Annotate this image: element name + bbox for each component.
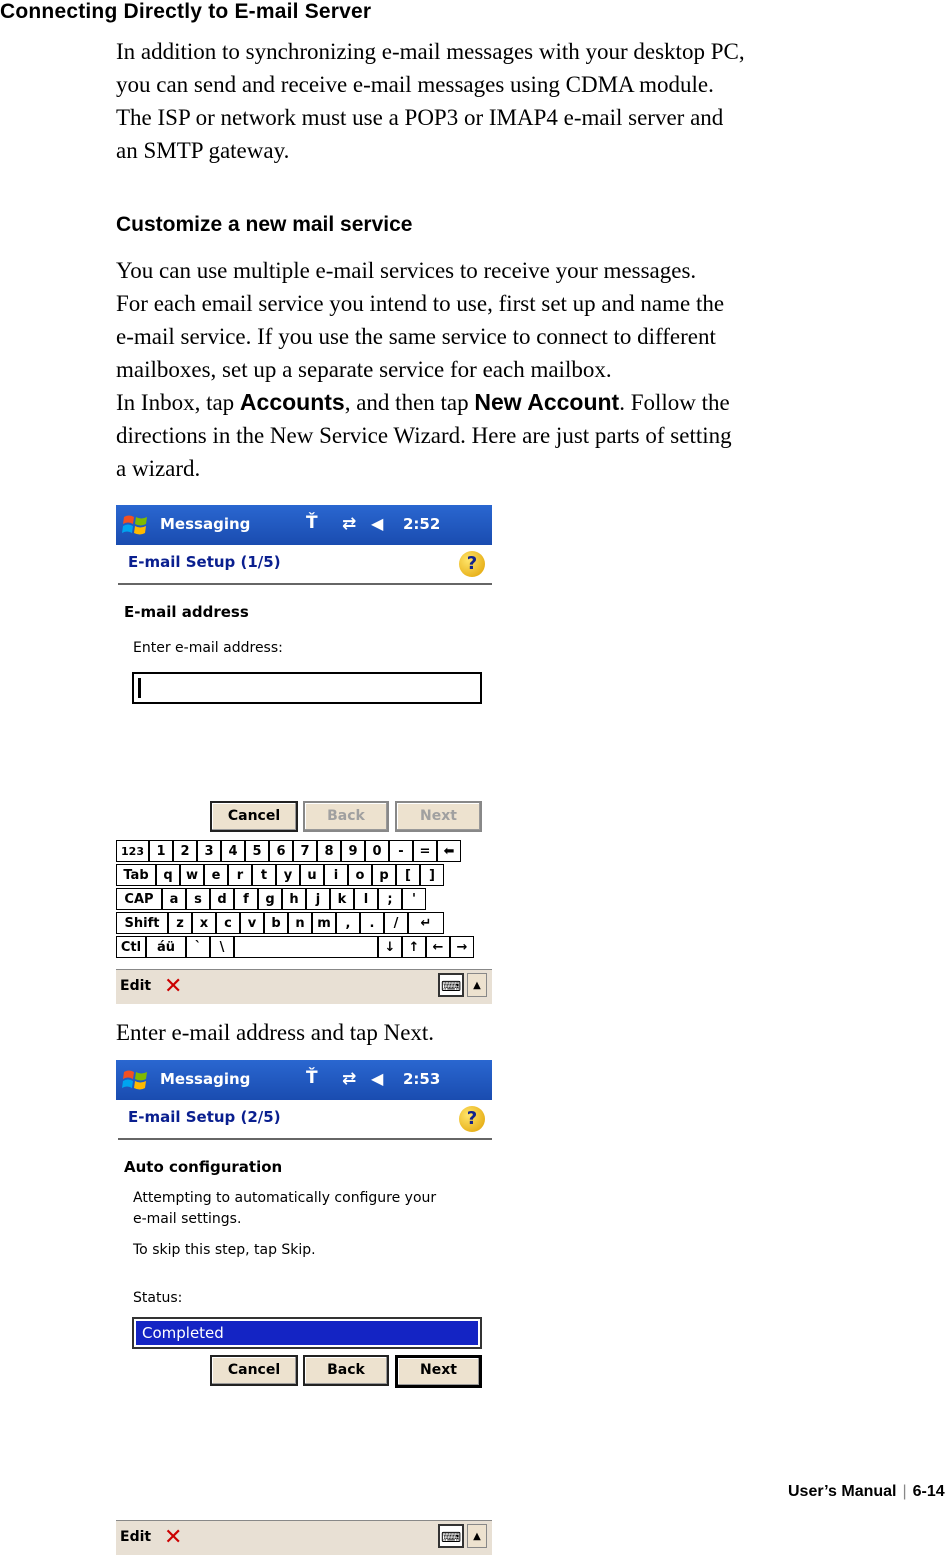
key[interactable]: . — [360, 912, 384, 934]
key[interactable]: a — [162, 888, 186, 910]
connectivity-icon[interactable]: ⇄ — [342, 1069, 357, 1089]
space-key[interactable] — [234, 936, 378, 958]
clock[interactable]: 2:53 — [403, 1070, 441, 1088]
key[interactable]: s — [186, 888, 210, 910]
key[interactable]: 8 — [317, 840, 341, 862]
intro-line: an SMTP gateway. — [116, 138, 290, 163]
arrow-down-key[interactable]: ↓ — [378, 936, 402, 958]
key[interactable]: 123 — [116, 840, 149, 862]
shift-key[interactable]: Shift — [116, 912, 168, 934]
new-account-term: New Account — [474, 389, 620, 415]
key[interactable]: x — [192, 912, 216, 934]
key[interactable]: ' — [402, 888, 426, 910]
page-footer — [788, 1483, 945, 1501]
help-icon[interactable]: ? — [459, 1106, 485, 1132]
key[interactable]: ` — [186, 936, 210, 958]
key[interactable]: , — [336, 912, 360, 934]
key[interactable]: z — [168, 912, 192, 934]
key[interactable]: t — [252, 864, 276, 886]
body-line: For each email service you intend to use, first set up and name the — [116, 291, 725, 316]
key[interactable]: - — [389, 840, 413, 862]
key[interactable]: q — [156, 864, 180, 886]
key[interactable]: 6 — [269, 840, 293, 862]
key[interactable]: 7 — [293, 840, 317, 862]
edit-menu[interactable]: Edit — [120, 978, 152, 994]
manual-title: User’s Manual — [788, 1483, 897, 1500]
volume-icon[interactable]: ◀ — [371, 514, 384, 533]
key[interactable]: g — [258, 888, 282, 910]
command-bar — [116, 1520, 492, 1555]
input-menu-arrow-icon[interactable]: ▲ — [467, 973, 487, 997]
key[interactable]: l — [354, 888, 378, 910]
section-heading: Customize a new mail service — [116, 213, 413, 236]
cancel-button[interactable]: Cancel — [210, 801, 298, 832]
clock[interactable]: 2:52 — [403, 515, 441, 533]
key[interactable]: n — [288, 912, 312, 934]
key[interactable]: 4 — [221, 840, 245, 862]
status-message: Attempting to automatically configure your — [133, 1190, 437, 1206]
key[interactable]: v — [240, 912, 264, 934]
key[interactable]: d — [210, 888, 234, 910]
body-line: You can use multiple e-mail services to receive your messages. — [116, 258, 697, 283]
title-bar — [116, 505, 492, 545]
antenna-icon: Ť — [306, 1068, 318, 1088]
app-title: Messaging — [160, 515, 251, 533]
app-title: Messaging — [160, 1070, 251, 1088]
key[interactable]: j — [306, 888, 330, 910]
screenshot-email-setup-1 — [116, 505, 492, 1005]
divider — [118, 583, 492, 585]
title-bar — [116, 1060, 492, 1100]
key[interactable]: o — [348, 864, 372, 886]
footer-separator: | — [902, 1483, 907, 1500]
intro-line: The ISP or network must use a POP3 or IMAP4 e-mail server and — [116, 105, 724, 130]
key[interactable]: [ — [396, 864, 420, 886]
intro-line: you can send and receive e-mail messages using CDMA module. — [116, 72, 714, 97]
key[interactable]: h — [282, 888, 306, 910]
instruction-line: directions in the New Service Wizard. Here are just parts of setting — [116, 423, 732, 448]
key[interactable]: = — [413, 840, 437, 862]
status-field — [132, 1317, 482, 1349]
skip-hint: To skip this step, tap Skip. — [133, 1242, 316, 1258]
page-number: 6-14 — [912, 1483, 945, 1500]
windows-start-icon[interactable] — [120, 1066, 152, 1094]
enter-key[interactable]: ↵ — [408, 912, 444, 934]
keyboard-icon[interactable]: ⌨ — [438, 973, 464, 997]
key[interactable]: w — [180, 864, 204, 886]
key[interactable]: y — [276, 864, 300, 886]
key[interactable]: 5 — [245, 840, 269, 862]
key[interactable]: e — [204, 864, 228, 886]
caption: Enter e-mail address and tap Next. — [116, 1020, 435, 1045]
ctrl-key[interactable]: Ctl — [116, 936, 146, 958]
body-line: mailboxes, set up a separate service for each mailbox. — [116, 357, 612, 382]
screenshot-email-setup-2 — [116, 1060, 492, 1560]
status-value: Completed — [136, 1321, 478, 1345]
body-paragraph — [116, 254, 732, 485]
next-button[interactable]: Next — [395, 1355, 482, 1388]
back-button[interactable]: Back — [303, 801, 389, 832]
key[interactable]: b — [264, 912, 288, 934]
windows-start-icon[interactable] — [120, 511, 152, 539]
instruction-text: In Inbox, tap — [116, 390, 240, 415]
key[interactable]: ] — [420, 864, 444, 886]
intro-line: In addition to synchronizing e-mail messages with your desktop PC, — [116, 39, 745, 64]
volume-icon[interactable]: ◀ — [371, 1069, 384, 1088]
key[interactable]: 2 — [173, 840, 197, 862]
key[interactable]: p — [372, 864, 396, 886]
key[interactable]: 3 — [197, 840, 221, 862]
text-caret — [138, 678, 141, 698]
instruction-text: , and then tap — [344, 390, 475, 415]
tab-key[interactable]: Tab — [116, 864, 156, 886]
cancel-button[interactable]: Cancel — [210, 1355, 298, 1386]
section-title: Auto configuration — [124, 1158, 283, 1176]
arrow-left-key[interactable]: ← — [426, 936, 450, 958]
accent-key[interactable]: áü — [146, 936, 186, 958]
input-menu-arrow-icon[interactable]: ▲ — [467, 1524, 487, 1548]
email-input[interactable] — [132, 672, 482, 704]
backspace-key[interactable]: ⬅ — [437, 840, 461, 862]
close-icon[interactable]: ✕ — [164, 1525, 183, 1550]
page-heading: Connecting Directly to E-mail Server — [0, 0, 372, 23]
command-bar — [116, 969, 492, 1004]
antenna-icon: Ť — [306, 513, 318, 533]
intro-paragraph — [116, 35, 745, 167]
instruction-line: a wizard. — [116, 456, 201, 481]
edit-menu[interactable]: Edit — [120, 1529, 152, 1545]
key[interactable]: k — [330, 888, 354, 910]
key[interactable]: / — [384, 912, 408, 934]
accounts-term: Accounts — [239, 389, 345, 415]
key[interactable]: u — [300, 864, 324, 886]
key[interactable]: 0 — [365, 840, 389, 862]
status-label: Status: — [133, 1290, 183, 1306]
wizard-step-title: E-mail Setup (1/5) — [128, 553, 281, 571]
key[interactable]: ; — [378, 888, 402, 910]
key[interactable]: i — [324, 864, 348, 886]
email-prompt: Enter e-mail address: — [133, 640, 283, 656]
caps-key[interactable]: CAP — [116, 888, 162, 910]
key[interactable]: 1 — [149, 840, 173, 862]
close-icon[interactable]: ✕ — [164, 974, 183, 999]
help-icon[interactable]: ? — [459, 551, 485, 577]
status-message: e-mail settings. — [133, 1211, 242, 1227]
divider — [118, 1138, 492, 1140]
key[interactable]: c — [216, 912, 240, 934]
key[interactable]: \ — [210, 936, 234, 958]
key[interactable]: f — [234, 888, 258, 910]
connectivity-icon[interactable]: ⇄ — [342, 514, 357, 534]
key[interactable]: 9 — [341, 840, 365, 862]
keyboard-icon[interactable]: ⌨ — [438, 1524, 464, 1548]
next-button[interactable]: Next — [395, 801, 482, 832]
section-title: E-mail address — [124, 603, 249, 621]
instruction-line — [116, 386, 732, 419]
key[interactable]: r — [228, 864, 252, 886]
arrow-right-key[interactable]: → — [450, 936, 474, 958]
wizard-step-title: E-mail Setup (2/5) — [128, 1108, 281, 1126]
arrow-up-key[interactable]: ↑ — [402, 936, 426, 958]
back-button[interactable]: Back — [303, 1355, 389, 1386]
body-line: e-mail service. If you use the same service to connect to different — [116, 324, 716, 349]
key[interactable]: m — [312, 912, 336, 934]
instruction-text: . Follow the — [619, 390, 730, 415]
